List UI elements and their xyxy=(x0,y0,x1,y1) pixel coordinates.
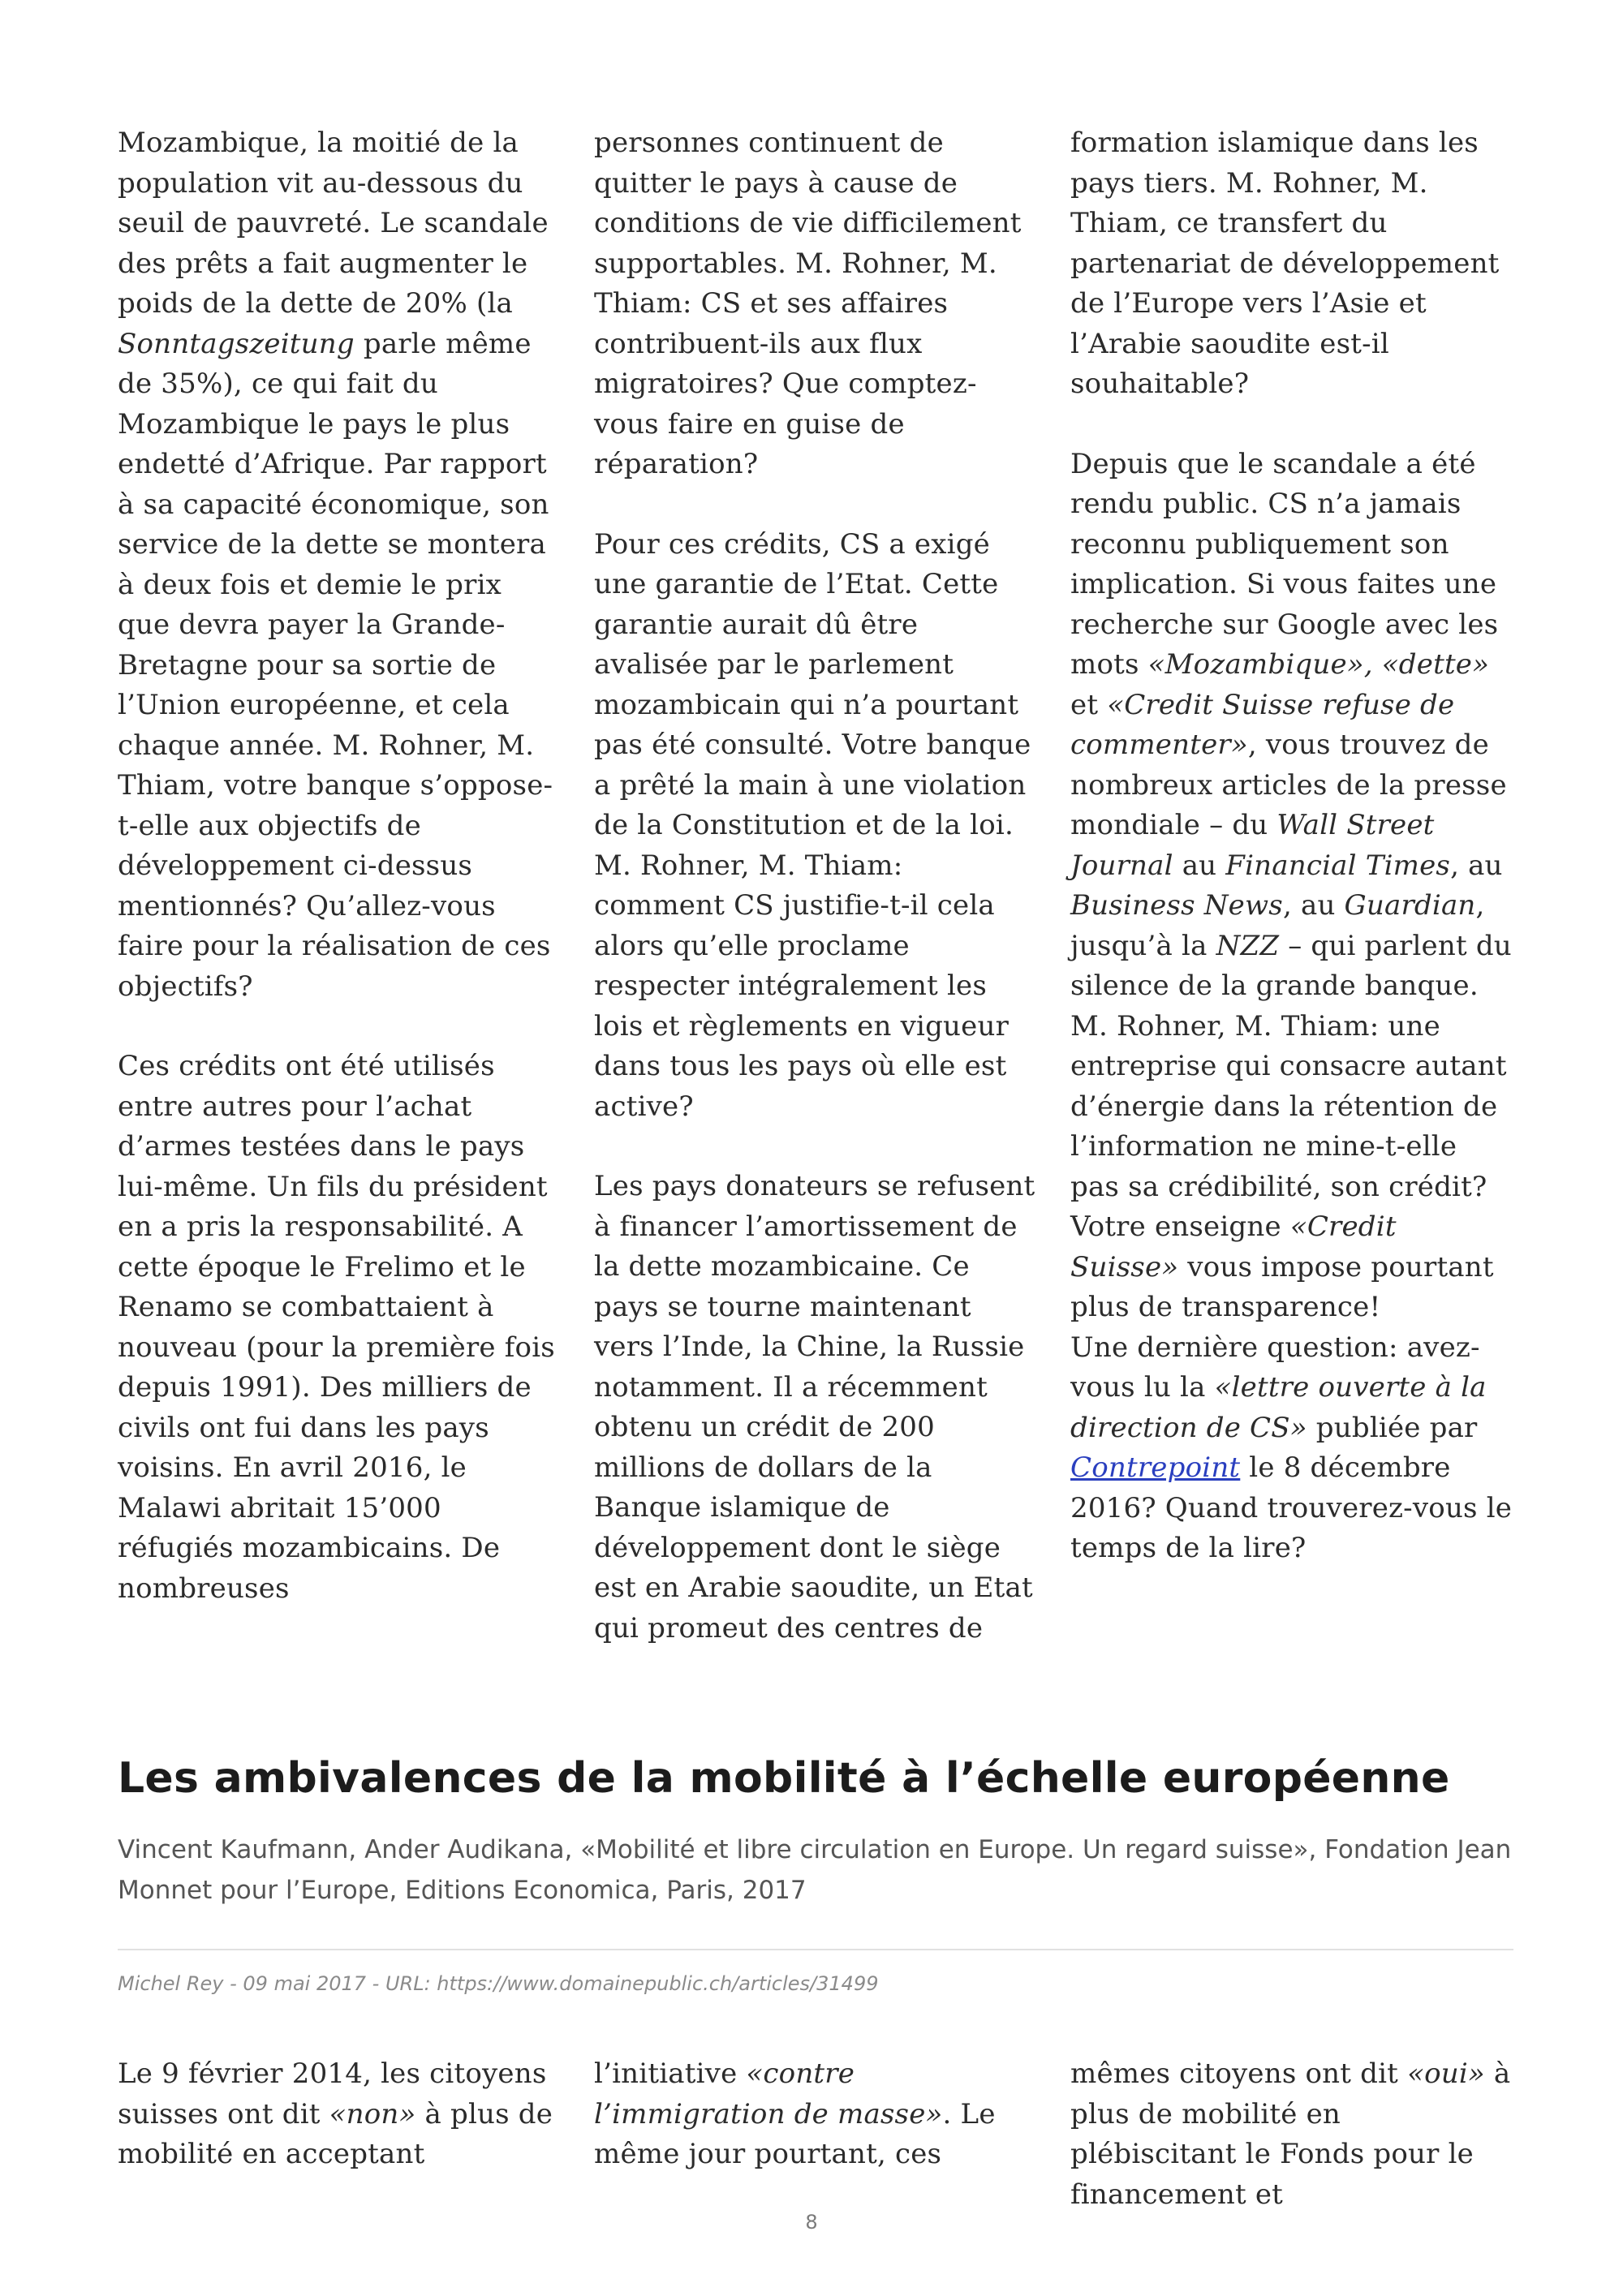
contrepoint-link[interactable]: Contrepoint xyxy=(1070,1451,1241,1484)
text-column-1 xyxy=(118,2054,560,2215)
text-column-2 xyxy=(594,2054,1036,2215)
text-column-2 xyxy=(594,123,1036,1649)
paragraph: Les pays donateurs se refusent à financer l’amortissement de la dette mozambicaine. Ce pays se tourne maintenant vers l’Inde, la Chine, la Russie notamment. Il a récemment obtenu un crédit de 200 millions de dollars de la Banque islamique de développement dont le siège est en Arabie saoudite, un Etat qui promeut des centres de xyxy=(594,1170,1035,1645)
paragraph: formation islamique dans les pays tiers. M. Rohner, M. Thiam, ce transfert du partenariat de développement de l’Europe vers l’Asie et l’Arabie saoudite est-il souhaitable? xyxy=(1070,127,1500,400)
previous-article-body xyxy=(118,123,1513,1649)
book-reference: Vincent Kaufmann, Ander Audikana, «Mobilité et libre circulation en Europe. Un regard suisse», Fondation Jean Monnet pour l’Europe, Editions Economica, Paris, 2017 xyxy=(118,1835,1512,1905)
paragraph: Ces crédits ont été utilisés entre autres pour l’achat d’armes testées dans le pays lui-même. Un fils du président en a pris la responsabilité. A cette époque le Frelimo et le Renamo se combattaient à nouveau (pour la première fois depuis 1991). Des milliers de civils ont fui dans les pays voisins. En avril 2016, le Malawi abritait 15’000 réfugiés mozambicains. De nombreuses xyxy=(118,1050,555,1605)
newspaper-name: Sonntagszeitung xyxy=(118,327,355,360)
paragraph: Le 9 février 2014, les citoyens suisses ont dit «non» à plus de mobilité en acceptant xyxy=(118,2057,553,2170)
article-body xyxy=(118,2054,1513,2215)
article-meta: Michel Rey - 09 mai 2017 - URL: https://www.domainepublic.ch/articles/31499 xyxy=(118,1972,879,1995)
paragraph: Mozambique, la moitié de la population vit au-dessous du seuil de pauvreté. Le scandale des prêts a fait augmenter le poids de la dette de 20% (la Sonntagszeitung parle même de 35%), ce qui fait du Mozambique le pays le plus endetté d’Afrique. Par rapport à sa capacité économique, son service de la dette se montera à deux fois et demie le prix que devra payer la Grande-Bretagne pour sa sortie de l’Union européenne, et cela chaque année. M. Rohner, M. Thiam, votre banque s’oppose-t-elle aux objectifs de développement ci-dessus mentionnés? Qu’allez-vous faire pour la réalisation de ces objectifs? xyxy=(118,127,553,1003)
paragraph: mêmes citoyens ont dit «oui» à plus de mobilité en plébiscitant le Fonds pour le financement et xyxy=(1070,2057,1511,2211)
divider xyxy=(118,1949,1513,1950)
paragraph: Pour ces crédits, CS a exigé une garantie de l’Etat. Cette garantie aurait dû être avalisée par le parlement mozambicain qui n’a pourtant pas été consulté. Votre banque a prêté la main à une violation de la Constitution et de la loi. M. Rohner, M. Thiam: comment CS justifie-t-il cela alors qu’elle proclame respecter intégralement les lois et règlements en vigueur dans tous les pays où elle est active? xyxy=(594,527,1031,1123)
paragraph: personnes continuent de quitter le pays à cause de conditions de vie difficilement supportables. M. Rohner, M. Thiam: CS et ses affaires contribuent-ils aux flux migratoires? Que comptez-vous faire en guise de réparation? xyxy=(594,127,1022,480)
paragraph: l’initiative «contre l’immigration de masse». Le même jour pourtant, ces xyxy=(594,2057,996,2170)
text-column-3 xyxy=(1070,2054,1513,2215)
article-title: Les ambivalences de la mobilité à l’échelle européenne xyxy=(118,1754,1450,1803)
paragraph: Depuis que le scandale a été rendu public. CS n’a jamais reconnu publiquement son implication. Si vous faites une recherche sur Google avec les mots «Mozambique», «dette» et «Credit Suisse refuse de commenter», vous trouvez de nombreux articles de la presse mondiale – du Wall Street Journal au Financial Times, au Business News, au Guardian, jusqu’à la NZZ – qui parlent du silence de la grande banque. M. Rohner, M. Thiam: une entreprise qui consacre autant d’énergie dans la rétention de l’information ne mine-t-elle pas sa crédibilité, son crédit? Votre enseigne «Credit Suisse» vous impose pourtant plus de transparence! Une dernière question: avez-vous lu la «lettre ouverte à la direction de CS» publiée par Contrepoint le 8 décembre 2016? Quand trouverez-vous le temps de la lire? xyxy=(1070,447,1513,1564)
text-column-3 xyxy=(1070,123,1513,1649)
page-number: 8 xyxy=(805,2211,818,2234)
text-column-1 xyxy=(118,123,560,1649)
